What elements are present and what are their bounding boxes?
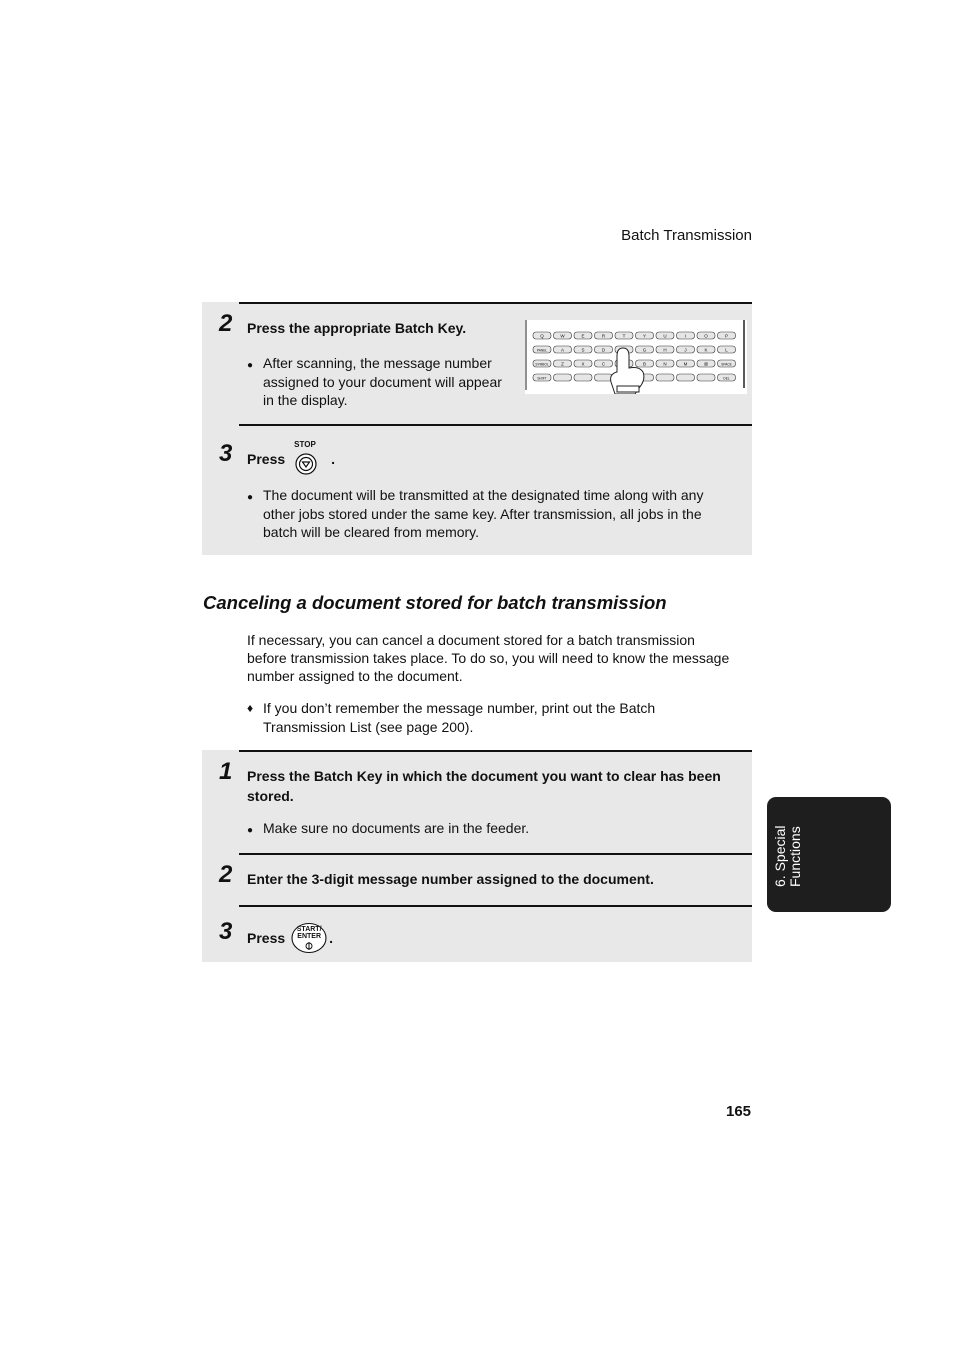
keypad-key-label: SPACE [721, 362, 732, 367]
bullet-text: Make sure no documents are in the feeder. [263, 820, 530, 836]
bullet-line: batch will be cleared from memory. [263, 524, 480, 540]
step-number: 2 [219, 310, 233, 337]
keypad-key-label: PANEL [536, 348, 548, 353]
stop-key [291, 442, 321, 476]
start-key-label-line2: ENTER [297, 933, 322, 940]
step-press-batch-key-to-clear [219, 750, 752, 855]
keypad-key-label: H [663, 347, 667, 353]
page-header-title: Batch Transmission [621, 227, 752, 244]
bottom-steps-box [202, 750, 752, 962]
keypad-key-label: K [704, 347, 708, 353]
keypad-key-label: U [663, 333, 667, 339]
press-label: Press [247, 451, 286, 467]
step-title: Enter the 3-digit message number assigned to the document. [247, 871, 654, 887]
keypad-key-label: B [642, 361, 647, 367]
keypad-key-label: W [560, 333, 565, 339]
note-line: If you don’t remember the message number, print out the Batch [263, 700, 656, 716]
keypad-key-label: L [725, 347, 728, 353]
keypad-key [697, 374, 715, 381]
period: . [331, 451, 336, 467]
stop-key-label: STOP [294, 440, 316, 449]
keypad-key-label: @ [703, 361, 709, 367]
bullet-dot: ● [247, 360, 254, 371]
keypad-key [677, 374, 695, 381]
bullet-line: in the display. [263, 392, 348, 408]
top-steps-box [202, 302, 752, 555]
page-number: 165 [726, 1103, 752, 1120]
start-key-label-line1: START/ [296, 926, 322, 933]
keypad-key-label: G [642, 347, 647, 353]
step-press-start-enter [219, 905, 752, 964]
keypad-key-label: Y [642, 333, 647, 339]
intro-line: before transmission takes place. To do so, you will need to know the message [247, 650, 730, 666]
bullet-dot: ● [247, 825, 254, 836]
keypad-key-label: P [724, 333, 729, 339]
step-number: 1 [219, 758, 233, 785]
keypad-key [656, 374, 674, 381]
keypad-key-label: SYMBOL [535, 362, 549, 367]
title-line: Press the Batch Key in which the document you want to clear has been [247, 768, 721, 784]
step-title: Press the appropriate Batch Key. [247, 320, 467, 336]
keypad-key-label: I [684, 333, 687, 339]
step-number: 3 [219, 918, 233, 945]
step-number: 2 [219, 861, 233, 888]
step-enter-message-number [219, 853, 752, 907]
side-tab-label [773, 807, 803, 887]
keypad-key-label: E [581, 333, 585, 339]
keypad-key-label: N [663, 361, 667, 367]
step-press-batch-key [219, 302, 752, 426]
keypad-key-label: M [683, 361, 688, 367]
bullet-line: After scanning, the message number [263, 355, 492, 371]
keypad-key-label: X [581, 361, 585, 367]
keypad-key-label: Z [561, 361, 564, 367]
bullet-line: assigned to your document will appear [263, 373, 502, 390]
keypad-key [595, 374, 613, 381]
intro-line: If necessary, you can cancel a document stored for a batch transmission [247, 632, 695, 648]
title-line: stored. [247, 788, 294, 804]
bullet-text [263, 354, 523, 410]
keypad-key [574, 374, 592, 381]
keypad-key-label: A [560, 347, 565, 353]
keypad-key-label: DEL [723, 376, 730, 381]
intro-paragraph [247, 631, 747, 685]
diamond-bullet: ♦ [247, 701, 254, 715]
side-tab-line: Functions [787, 826, 803, 887]
keypad-key-label: J [684, 347, 687, 353]
note-text [263, 699, 743, 737]
press-start-line [247, 922, 333, 954]
keypad-key [554, 374, 572, 381]
note-line: Transmission List (see page 200). [263, 719, 474, 735]
stop-icon [294, 452, 318, 476]
press-label: Press [247, 930, 286, 946]
keypad-key-label: SHIFT [537, 376, 547, 381]
keypad-key-label: O [704, 333, 708, 339]
bullet-dot: ● [247, 492, 254, 503]
period: . [329, 930, 334, 946]
step-title [247, 766, 747, 806]
keypad-key-label: D [601, 347, 606, 353]
side-tab-line: 6. Special [772, 825, 788, 887]
start-enter-key [290, 922, 328, 954]
chapter-side-tab [767, 797, 891, 912]
keypad-key-label: S [581, 347, 585, 353]
keypad-key-label: T [622, 333, 626, 339]
keypad-illustration [525, 320, 747, 394]
bullet-text [263, 486, 743, 542]
step-press-stop [219, 424, 752, 557]
keypad-key-label: R [601, 333, 606, 339]
step-number: 3 [219, 440, 233, 467]
section-heading: Canceling a document stored for batch transmission [203, 592, 667, 613]
bullet-line: The document will be transmitted at the designated time along with any [263, 487, 704, 503]
keypad-key-label: C [601, 361, 606, 367]
keypad-key-label: Q [540, 333, 544, 339]
intro-line: number assigned to the document. [247, 668, 463, 684]
bullet-line: other jobs stored under the same key. After transmission, all jobs in the [263, 505, 702, 522]
press-stop-line [247, 442, 335, 476]
